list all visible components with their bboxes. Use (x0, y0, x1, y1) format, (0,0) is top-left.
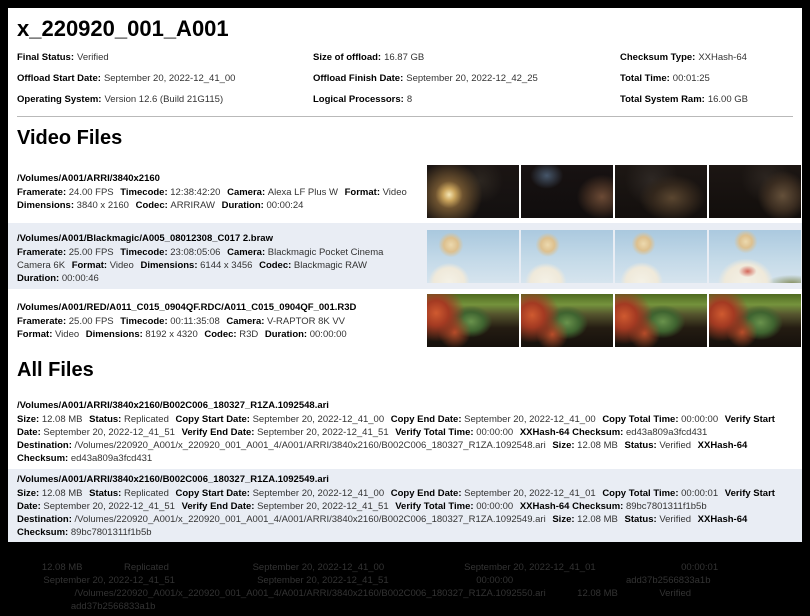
field-status: Status: Verified (624, 514, 692, 525)
summary-operating-system: Operating System: Version 12.6 (Build 21G115) (17, 94, 224, 105)
summary-logical-processors: Logical Processors: 8 (313, 94, 413, 105)
offload-report-page (8, 8, 802, 612)
field-size: Size: 12.08 MB (552, 588, 618, 599)
field-duration: Duration: 00:00:00 (264, 329, 347, 340)
field-dimensions: Dimensions: 3840 x 2160 (17, 200, 129, 211)
video-file-metadata (17, 186, 414, 212)
field-destination: Destination: /Volumes/220920_A001/x_220920_001_A001_4/A001/ARRI/3840x2160/B002C006_180327_R1ZA.1092550.ari (17, 588, 546, 599)
video-thumbnail-red-frame-3 (615, 294, 707, 347)
file-destination-details (17, 439, 793, 465)
field-copy-end-date: Copy End Date: September 20, 2022-12_41_01 (390, 488, 596, 499)
all-files-heading: All Files (17, 359, 94, 381)
field-xxhash-64-checksum: XXHash-64 Checksum: ed43a809a3fcd431 (519, 427, 708, 438)
field-destination: Destination: /Volumes/220920_A001/x_220920_001_A001_4/A001/ARRI/3840x2160/B002C006_180327_R1ZA.1092548.ari (17, 440, 546, 451)
field-duration: Duration: 00:00:24 (221, 200, 304, 211)
field-timecode: Timecode: 23:08:05:06 (120, 247, 221, 258)
file-copy-verify-details (17, 561, 793, 587)
field-verify-start-date: Verify Start Date: September 20, 2022-12_41_51 (17, 562, 775, 586)
field-destination: Destination: /Volumes/220920_A001/x_220920_001_A001_4/A001/ARRI/3840x2160/B002C006_180327_R1ZA.1092549.ari (17, 514, 546, 525)
summary-offload-finish-date: Offload Finish Date: September 20, 2022-12_42_25 (313, 73, 538, 84)
video-file-path: /Volumes/A001/ARRI/3840x2160 (17, 173, 160, 184)
summary-size-of-offload: Size of offload: 16.87 GB (313, 52, 425, 63)
video-thumbnail-red-frame-4 (709, 294, 801, 347)
video-file-info (8, 223, 422, 289)
field-status: Status: Verified (624, 588, 692, 599)
field-xxhash-64-checksum: XXHash-64 Checksum: 89bc7801311f1b5b (519, 501, 707, 512)
video-thumbnail-bmd-frame-2 (521, 230, 613, 283)
field-size: Size: 12.08 MB (552, 514, 618, 525)
field-size: Size: 12.08 MB (17, 414, 83, 425)
report-title: x_220920_001_A001 (17, 16, 229, 41)
field-duration: Duration: 00:00:46 (17, 273, 99, 284)
field-verify-end-date: Verify End Date: September 20, 2022-12_41_51 (181, 427, 389, 438)
video-thumbnail-bmd-frame-1 (427, 230, 519, 283)
field-framerate: Framerate: 24.00 FPS (17, 187, 114, 198)
video-file-row (8, 223, 802, 289)
field-camera: Camera: Alexa LF Plus W (227, 187, 338, 198)
video-thumbnail-arri-frame-3 (615, 165, 707, 218)
file-destination-details (17, 513, 793, 539)
field-camera: Camera: Blackmagic Pocket Cinema Camera 6K (17, 247, 384, 271)
file-path: /Volumes/A001/ARRI/3840x2160/B002C006_180327_R1ZA.1092548.ari (17, 400, 329, 411)
video-file-row (8, 163, 802, 220)
summary-offload-start-date: Offload Start Date: September 20, 2022-12_41_00 (17, 73, 236, 84)
video-thumbnail-arri-frame-2 (521, 165, 613, 218)
field-size: Size: 12.08 MB (552, 440, 618, 451)
file-row (8, 395, 802, 468)
file-row (8, 469, 802, 542)
video-thumbnail-bmd-frame-4 (709, 230, 801, 283)
field-timecode: Timecode: 12:38:42:20 (120, 187, 221, 198)
field-verify-end-date: Verify End Date: September 20, 2022-12_41_51 (181, 501, 389, 512)
video-thumbnail-strip (427, 292, 802, 349)
field-timecode: Timecode: 00:11:35:08 (120, 316, 220, 327)
field-xxhash-64-checksum: XXHash-64 Checksum: 89bc7801311f1b5b (17, 514, 748, 538)
video-file-path: /Volumes/A001/Blackmagic/A005_08012308_C017 2.braw (17, 233, 273, 244)
field-format: Format: Video (71, 260, 134, 271)
field-copy-start-date: Copy Start Date: September 20, 2022-12_41_00 (175, 562, 385, 573)
summary-final-status: Final Status: Verified (17, 52, 109, 63)
field-format: Format: Video (344, 187, 407, 198)
field-framerate: Framerate: 25.00 FPS (17, 316, 114, 327)
video-thumbnail-red-frame-2 (521, 294, 613, 347)
video-thumbnail-arri-frame-4 (709, 165, 801, 218)
field-status: Status: Verified (624, 440, 692, 451)
video-thumbnail-bmd-frame-3 (615, 230, 707, 283)
field-camera: Camera: V-RAPTOR 8K VV (226, 316, 346, 327)
field-verify-start-date: Verify Start Date: September 20, 2022-12_41_51 (17, 488, 775, 512)
field-status: Status: Replicated (89, 488, 169, 499)
field-copy-end-date: Copy End Date: September 20, 2022-12_41_01 (390, 562, 596, 573)
field-copy-total-time: Copy Total Time: 00:00:01 (602, 488, 719, 499)
field-copy-total-time: Copy Total Time: 00:00:00 (602, 414, 719, 425)
video-thumbnail-strip (427, 223, 802, 289)
field-verify-start-date: Verify Start Date: September 20, 2022-12_41_51 (17, 414, 775, 438)
field-status: Status: Replicated (89, 414, 169, 425)
field-verify-total-time: Verify Total Time: 00:00:00 (395, 427, 514, 438)
field-copy-start-date: Copy Start Date: September 20, 2022-12_41_00 (175, 414, 385, 425)
field-format: Format: Video (17, 329, 80, 340)
offload-summary-grid (17, 52, 793, 106)
file-path: /Volumes/A001/ARRI/3840x2160/B002C006_180327_R1ZA.1092550.ari (17, 548, 329, 559)
video-thumbnail-red-frame-1 (427, 294, 519, 347)
header-divider (17, 116, 793, 117)
field-dimensions: Dimensions: 8192 x 4320 (85, 329, 198, 340)
field-copy-total-time: Copy Total Time: 00:00:01 (602, 562, 719, 573)
file-destination-details (17, 587, 793, 613)
video-file-info (8, 292, 422, 349)
field-verify-end-date: Verify End Date: September 20, 2022-12_41_51 (181, 575, 389, 586)
video-file-info (8, 163, 422, 220)
video-files-list (8, 163, 802, 349)
field-xxhash-64-checksum: XXHash-64 Checksum: add37b2566833a1b (17, 588, 748, 612)
summary-total-time: Total Time: 00:01:25 (620, 73, 710, 84)
file-row (8, 543, 802, 616)
file-copy-verify-details (17, 413, 793, 439)
field-size: Size: 12.08 MB (17, 562, 83, 573)
field-copy-end-date: Copy End Date: September 20, 2022-12_41_00 (390, 414, 596, 425)
field-verify-total-time: Verify Total Time: 00:00:00 (395, 575, 514, 586)
video-file-path: /Volumes/A001/RED/A011_C015_0904QF.RDC/A011_C015_0904QF_001.R3D (17, 302, 357, 313)
video-file-metadata (17, 246, 414, 285)
field-status: Status: Replicated (89, 562, 169, 573)
summary-checksum-type: Checksum Type: XXHash-64 (620, 52, 747, 63)
video-thumbnail-arri-frame-1 (427, 165, 519, 218)
summary-total-system-ram: Total System Ram: 16.00 GB (620, 94, 748, 105)
field-codec: Codec: R3D (204, 329, 259, 340)
video-files-heading: Video Files (17, 127, 123, 149)
all-files-list (8, 395, 802, 616)
field-xxhash-64-checksum: XXHash-64 Checksum: add37b2566833a1b (519, 575, 711, 586)
field-verify-total-time: Verify Total Time: 00:00:00 (395, 501, 514, 512)
field-codec: Codec: Blackmagic RAW (259, 260, 367, 271)
field-size: Size: 12.08 MB (17, 488, 83, 499)
field-dimensions: Dimensions: 6144 x 3456 (140, 260, 253, 271)
video-file-row (8, 292, 802, 349)
video-file-metadata (17, 315, 414, 341)
field-codec: Codec: ARRIRAW (135, 200, 215, 211)
file-path: /Volumes/A001/ARRI/3840x2160/B002C006_180327_R1ZA.1092549.ari (17, 474, 329, 485)
field-xxhash-64-checksum: XXHash-64 Checksum: ed43a809a3fcd431 (17, 440, 748, 464)
video-thumbnail-strip (427, 163, 802, 220)
file-copy-verify-details (17, 487, 793, 513)
field-framerate: Framerate: 25.00 FPS (17, 247, 114, 258)
field-copy-start-date: Copy Start Date: September 20, 2022-12_41_00 (175, 488, 385, 499)
